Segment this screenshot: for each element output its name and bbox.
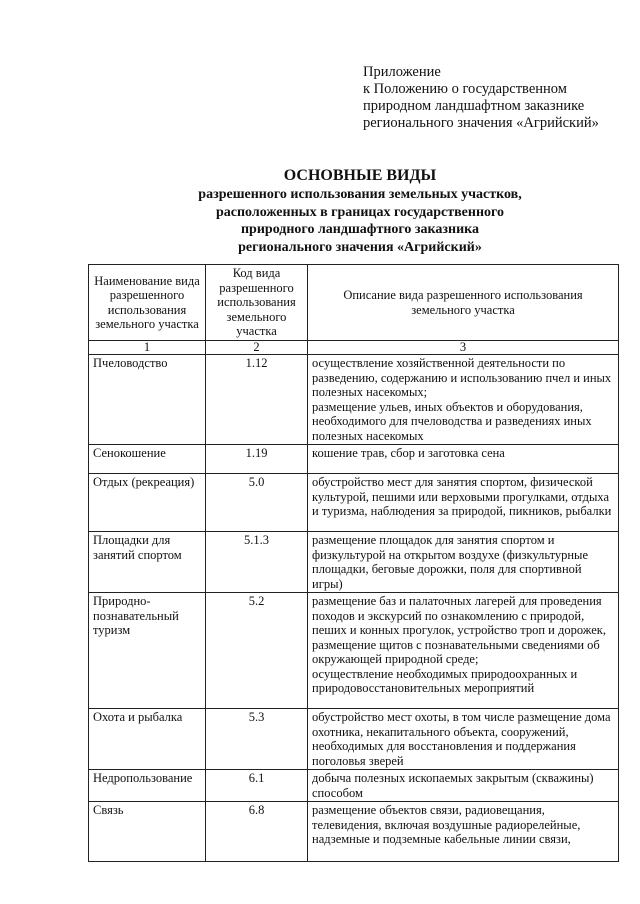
use-code: 5.0 xyxy=(206,474,308,532)
table-row xyxy=(89,770,619,802)
use-name: Связь xyxy=(89,802,206,862)
table-row xyxy=(89,445,619,474)
use-code: 5.3 xyxy=(206,709,308,770)
use-description: обустройство мест охоты, в том числе размещение дома охотника, некапитального объекта, сооружений, необходимых для восстановления и поддержания поголовья зверей xyxy=(308,709,619,770)
use-name: Охота и рыбалка xyxy=(89,709,206,770)
use-description: размещение объектов связи, радиовещания, телевидения, включая воздушные радиорелейные, надземные и подземные кабельные линии связи, xyxy=(308,802,619,862)
use-description: осуществление хозяйственной деятельности по разведению, содержанию и использованию пчел и иных полезных насекомых; размещение ульев, иных объектов и оборудования, необходимого для пчеловодства и разведениях иных полезных насекомых xyxy=(308,355,619,445)
table-row xyxy=(89,474,619,532)
column-number: 1 xyxy=(89,341,206,355)
appendix-line: Приложение xyxy=(363,64,441,80)
appendix-line: природном ландшафтном заказнике xyxy=(363,98,585,114)
use-name: Природно-познавательный туризм xyxy=(89,593,206,709)
table-row xyxy=(89,593,619,709)
use-code: 6.8 xyxy=(206,802,308,862)
header-code: Код вида разрешенного использования земельного участка xyxy=(206,265,308,341)
land-use-table xyxy=(88,264,619,862)
table-header-row xyxy=(89,265,619,341)
column-number: 3 xyxy=(308,341,619,355)
use-description: размещение площадок для занятия спортом и физкультурой на открытом воздухе (физкультурные площадки, беговые дорожки, поля для спортивной игры) xyxy=(308,532,619,593)
table-row xyxy=(89,709,619,770)
table-row xyxy=(89,802,619,862)
use-name: Площадки для занятий спортом xyxy=(89,532,206,593)
title-line: регионального значения «Агрийский» xyxy=(238,239,482,255)
use-description: размещение баз и палаточных лагерей для проведения походов и экскурсий по ознакомлению с природой, пеших и конных прогулок, устройство троп и дорожек, размещение щитов с познавательными сведениями об окружающей природной среде; осуществление необходимых природоохранных и природовосстановительных мероприятий xyxy=(308,593,619,709)
title-line: природного ландшафтного заказника xyxy=(240,222,479,237)
use-name: Недропользование xyxy=(89,770,206,802)
appendix-line: регионального значения «Агрийский» xyxy=(363,115,599,131)
header-name: Наименование вида разрешенного использования земельного участка xyxy=(89,265,206,341)
document-title xyxy=(80,166,640,256)
use-description: обустройство мест для занятия спортом, физической культурой, пешими или верховыми прогулками, отдыха и туризма, наблюдения за природой, пикников, рыбалки xyxy=(308,474,619,532)
use-code: 6.1 xyxy=(206,770,308,802)
use-name: Сенокошение xyxy=(89,445,206,474)
use-code: 5.1.3 xyxy=(206,532,308,593)
column-number: 2 xyxy=(206,341,308,355)
header-description: Описание вида разрешенного использования земельного участка xyxy=(308,265,619,341)
use-description: добыча полезных ископаемых закрытым (скважины) способом xyxy=(308,770,619,802)
table-row xyxy=(89,532,619,593)
use-name: Отдых (рекреация) xyxy=(89,474,206,532)
title-line: разрешенного использования земельных участков, xyxy=(198,187,522,202)
title-line: расположенных в границах государственного xyxy=(215,204,505,220)
use-code: 1.12 xyxy=(206,355,308,445)
appendix-line: к Положению о государственном xyxy=(363,81,567,97)
use-description: кошение трав, сбор и заготовка сена xyxy=(308,445,619,474)
table-row xyxy=(89,355,619,445)
appendix-note xyxy=(363,64,633,132)
use-code: 1.19 xyxy=(206,445,308,474)
title-main: ОСНОВНЫЕ ВИДЫ xyxy=(283,167,437,184)
column-number-row xyxy=(89,341,619,355)
use-code: 5.2 xyxy=(206,593,308,709)
use-name: Пчеловодство xyxy=(89,355,206,445)
